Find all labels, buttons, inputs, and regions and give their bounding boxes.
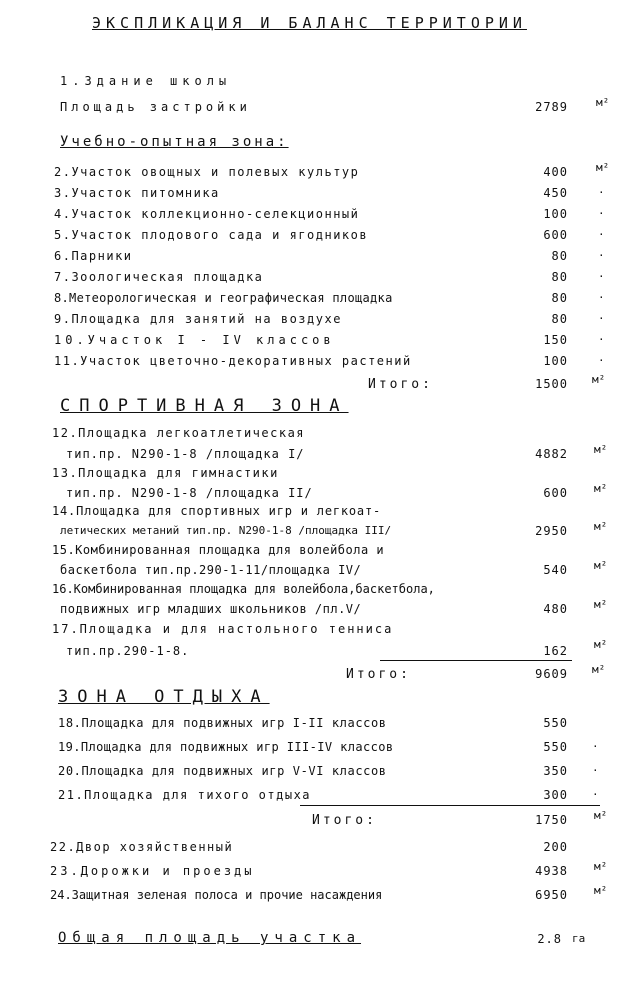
row-17-label: 17.Площадка и для настольного тенниса <box>52 622 394 636</box>
row-24-unit: м² <box>594 884 608 897</box>
row-16-value: 480 <box>543 602 568 616</box>
row-21-value: 300 <box>543 788 568 802</box>
row-1-label: 1.Здание школы <box>60 74 232 88</box>
row-5-label: 5.Участок плодового сада и ягодников <box>54 228 369 242</box>
row-14-sublabel: летических метаний тип.пр. N290-1-8 /площадка III/ <box>60 524 392 537</box>
row-13-sublabel: тип.пр. N290-1-8 /площадка II/ <box>66 486 313 500</box>
row-23-value: 4938 <box>535 864 568 878</box>
row-12-label: 12.Площадка легкоатлетическая <box>52 426 306 440</box>
row-1-value: 2789 <box>535 100 568 114</box>
row-19-label: 19.Площадка для подвижных игр III-IV классов <box>58 740 394 754</box>
row-2-label: 2.Участок овощных и полевых культур <box>54 165 360 179</box>
total-area-unit: га <box>572 932 586 945</box>
row-13-unit: м² <box>594 482 608 495</box>
row-21-unit: · <box>592 788 599 801</box>
row-18-value: 550 <box>543 716 568 730</box>
row-20-value: 350 <box>543 764 568 778</box>
row-16-label: 16.Комбинированная площадка для волейбола,баскетбола, <box>52 582 435 596</box>
row-6-label: 6.Парники <box>54 249 133 263</box>
row-14-value: 2950 <box>535 524 568 538</box>
row-11-label: 11.Участок цветочно-декоративных растений <box>54 354 412 368</box>
row-3-unit: · <box>598 186 605 199</box>
row-17-value: 162 <box>543 644 568 658</box>
row-16-sublabel: подвижных игр младших школьников /пл.V/ <box>60 602 362 616</box>
row-22-label: 22.Двор хозяйственный <box>50 840 234 854</box>
total-area-label: Общая площадь участка <box>58 930 362 946</box>
sports-total-value: 9609 <box>535 667 568 681</box>
row-19-unit: · <box>592 740 599 753</box>
row-20-label: 20.Площадка для подвижных игр V-VI классов <box>58 764 387 778</box>
row-6-value: 80 <box>551 249 568 263</box>
row-15-sublabel: баскетбола тип.пр.290-1-11/площадка IV/ <box>60 563 362 577</box>
row-12-value: 4882 <box>535 447 568 461</box>
row-19-value: 550 <box>543 740 568 754</box>
recreation-total-unit: м² <box>594 809 608 822</box>
row-20-unit: · <box>592 764 599 777</box>
row-2-value: 400 <box>543 165 568 179</box>
row-6-unit: · <box>598 249 605 262</box>
document-title: ЭКСПЛИКАЦИЯ И БАЛАНС ТЕРРИТОРИИ <box>92 14 527 32</box>
row-14-unit: м² <box>594 520 608 533</box>
educational-total-unit: м² <box>592 373 606 386</box>
row-1-unit: м² <box>596 96 610 109</box>
row-17-sublabel: тип.пр.290-1-8. <box>66 644 190 658</box>
row-13-label: 13.Площадка для гимнастики <box>52 466 279 480</box>
row-8-value: 80 <box>551 291 568 305</box>
row-12-unit: м² <box>594 443 608 456</box>
row-7-unit: · <box>598 270 605 283</box>
row-9-unit: · <box>598 312 605 325</box>
row-10-label: 10.Участок I - IV классов <box>54 333 335 347</box>
row-8-label: 8.Метеорологическая и географическая площадка <box>54 291 393 305</box>
row-24-value: 6950 <box>535 888 568 902</box>
row-17-unit: м² <box>594 638 608 651</box>
row-14-label: 14.Площадка для спортивных игр и легкоат- <box>52 504 382 518</box>
sports-sum-rule <box>380 660 572 661</box>
row-9-label: 9.Площадка для занятий на воздухе <box>54 312 342 326</box>
row-11-value: 100 <box>543 354 568 368</box>
row-12-sublabel: тип.пр. N290-1-8 /площадка I/ <box>66 447 305 461</box>
recreation-sum-rule <box>300 805 600 806</box>
row-3-label: 3.Участок питомника <box>54 186 220 200</box>
educational-total-value: 1500 <box>535 377 568 391</box>
sports-total-label: Итого: <box>346 667 411 682</box>
row-4-unit: · <box>598 207 605 220</box>
zone-educational-heading: Учебно-опытная зона: <box>60 134 289 150</box>
sports-total-unit: м² <box>592 663 606 676</box>
row-3-value: 450 <box>543 186 568 200</box>
row-4-value: 100 <box>543 207 568 221</box>
recreation-total-label: Итого: <box>312 813 377 828</box>
row-16-unit: м² <box>594 598 608 611</box>
row-2-unit: м² <box>596 161 610 174</box>
row-10-value: 150 <box>543 333 568 347</box>
row-11-unit: · <box>598 354 605 367</box>
row-23-unit: м² <box>594 860 608 873</box>
row-21-label: 21.Площадка для тихого отдыха <box>58 788 312 802</box>
row-23-label: 23.Дорожки и проезды <box>50 864 255 878</box>
row-7-label: 7.Зоологическая площадка <box>54 270 264 284</box>
total-area-value: 2.8 <box>537 932 562 946</box>
row-10-unit: · <box>598 333 605 346</box>
row-7-value: 80 <box>551 270 568 284</box>
recreation-total-value: 1750 <box>535 813 568 827</box>
row-1-sublabel: Площадь застройки <box>60 100 251 114</box>
row-8-unit: · <box>598 291 605 304</box>
row-13-value: 600 <box>543 486 568 500</box>
row-24-label: 24.Защитная зеленая полоса и прочие насаждения <box>50 888 383 902</box>
row-5-value: 600 <box>543 228 568 242</box>
educational-total-label: Итого: <box>368 377 433 392</box>
row-4-label: 4.Участок коллекционно-селекционный <box>54 207 360 221</box>
row-18-label: 18.Площадка для подвижных игр I-II классов <box>58 716 387 730</box>
row-15-value: 540 <box>543 563 568 577</box>
zone-recreation-heading: ЗОНА ОТДЫХА <box>58 687 270 707</box>
row-9-value: 80 <box>551 312 568 326</box>
row-22-value: 200 <box>543 840 568 854</box>
row-15-unit: м² <box>594 559 608 572</box>
zone-sports-heading: СПОРТИВНАЯ ЗОНА <box>60 396 349 416</box>
row-15-label: 15.Комбинированная площадка для волейбола и <box>52 543 385 557</box>
row-5-unit: · <box>598 228 605 241</box>
